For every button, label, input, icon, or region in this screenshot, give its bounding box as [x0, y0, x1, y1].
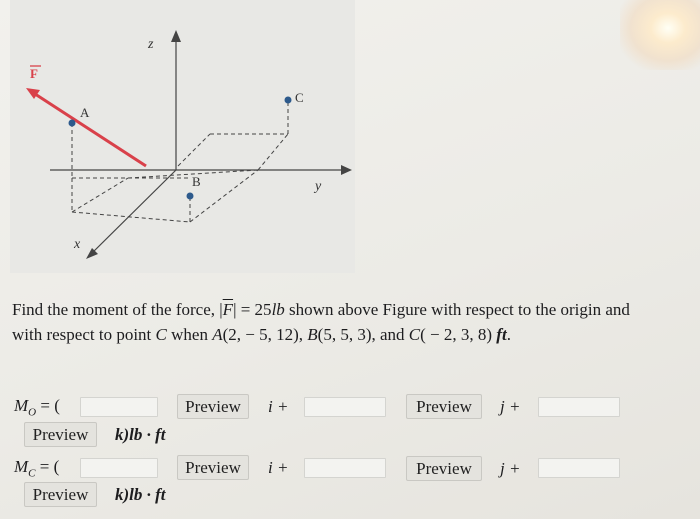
mo-label: $M_O$ = ( [14, 396, 60, 419]
mo-i-plus-label: i + [268, 397, 289, 416]
point-b-coords: (5, 5, 3), and [317, 325, 409, 344]
point-a-coords: (2, − 5, 12), [222, 325, 308, 344]
mc-j-preview-button[interactable]: Preview [406, 456, 482, 481]
force-symbol: $\overline{F}$ [222, 300, 234, 319]
mo-j-preview-button[interactable]: Preview [406, 394, 482, 419]
problem-text-1a: Find the moment of the force, [12, 300, 220, 319]
force-label: F [30, 66, 38, 81]
problem-text-1b: = 25 [236, 300, 272, 319]
point-a-label: A [80, 105, 90, 120]
mo-i-input[interactable] [80, 397, 158, 417]
mo-j-input[interactable] [304, 397, 386, 417]
problem-statement [12, 297, 692, 347]
screen-glare [620, 0, 700, 70]
axis-z-label: z [148, 37, 154, 52]
mo-units-label: k)lb · ft [115, 425, 166, 444]
point-b-dot [187, 193, 194, 200]
point-c-label: C [295, 90, 304, 105]
unit-ft: ft [496, 325, 507, 344]
mc-i-input[interactable] [80, 458, 158, 478]
point-c-var-2: C [408, 325, 421, 344]
problem-line-2 [12, 322, 692, 347]
answer-area [0, 380, 700, 519]
point-c-dot [285, 97, 292, 104]
mc-j-plus-label: j + [500, 459, 521, 478]
point-a-dot [69, 120, 76, 127]
point-a-var: A [212, 325, 223, 344]
point-c-var: C [155, 325, 167, 344]
mc-i-plus-label: i + [268, 458, 289, 477]
mc-i-preview-button[interactable]: Preview [177, 455, 249, 480]
unit-lb: lb [271, 300, 285, 319]
mo-k-preview-button[interactable]: Preview [24, 422, 97, 447]
mc-j-input[interactable] [304, 458, 386, 478]
problem-text-2a: with respect to point [12, 325, 156, 344]
mc-label: $M_C$ = ( [14, 457, 60, 480]
force-vector [32, 92, 146, 166]
mo-j-plus-label: j + [500, 397, 521, 416]
point-b-var: B [307, 325, 318, 344]
problem-text-2b: when [166, 325, 213, 344]
axis-y-label: y [315, 179, 322, 194]
figure-panel [10, 0, 355, 273]
mo-i-preview-button[interactable]: Preview [177, 394, 249, 419]
axis-x-label: x [74, 237, 81, 252]
point-b-label: B [192, 174, 201, 189]
problem-line-1: Find the moment of the force, $|\overline{F}| = 25lb$ shown above Figure with respect to the origin and [12, 300, 630, 319]
mc-k-preview-button[interactable]: Preview [24, 482, 97, 507]
period: . [506, 325, 511, 344]
mo-k-input[interactable] [538, 397, 620, 417]
force-diagram [10, 0, 355, 273]
mc-units-label: k)lb · ft [115, 485, 166, 504]
mc-k-input[interactable] [538, 458, 620, 478]
problem-text-1c: shown above Figure with respect to the origin and [284, 300, 630, 319]
point-c-coords: ( − 2, 3, 8) [420, 325, 497, 344]
